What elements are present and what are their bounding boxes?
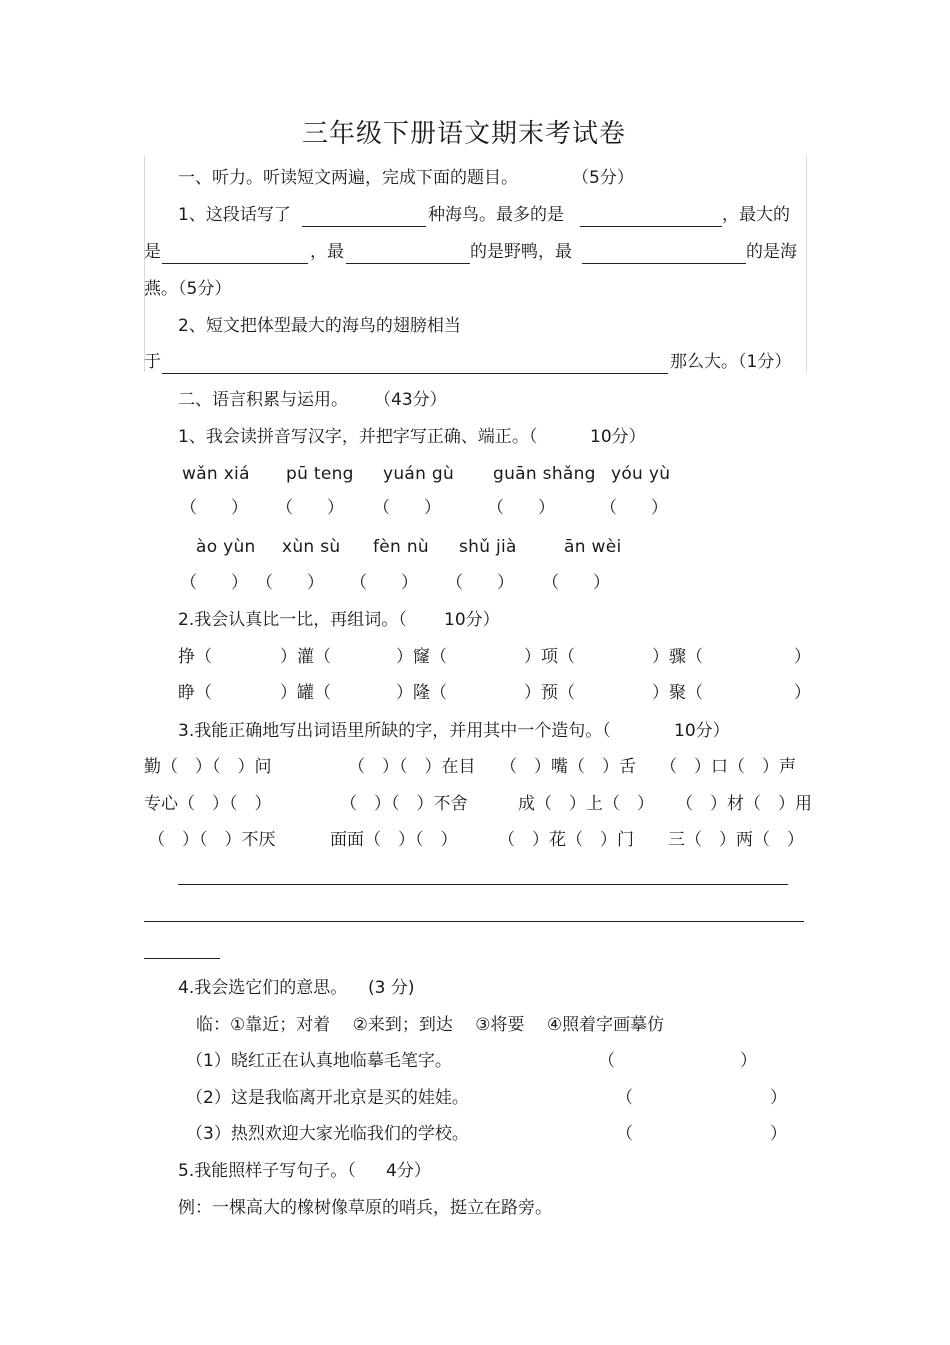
s1q1-text-2: 种海鸟。最多的是	[428, 205, 564, 225]
compare-item[interactable]: ）项（	[524, 647, 575, 667]
answer-paren-close[interactable]: ）	[740, 1051, 757, 1071]
s2q2-title: 2.我会认真比一比，再组词。（	[178, 610, 407, 630]
idiom-item[interactable]: （ ）（ ）在目	[348, 757, 476, 777]
s1q2-text-2: 于	[144, 352, 161, 372]
answer-paren[interactable]: （ ）	[446, 573, 514, 593]
meaning-item: （2）这是我临离开北京是买的娃娃。	[186, 1088, 469, 1108]
s2q5-score: 4分）	[386, 1161, 431, 1181]
answer-paren-close[interactable]: ）	[770, 1088, 787, 1108]
s2q4-title: 4.我会选它们的意思。	[178, 978, 348, 998]
answer-blank[interactable]	[346, 263, 470, 264]
compare-item[interactable]: ）预（	[524, 683, 575, 703]
pinyin-item: guān shǎng	[493, 464, 596, 484]
answer-paren[interactable]: （ ）	[373, 498, 441, 518]
s2q4-score: (3 分)	[368, 978, 415, 998]
compare-item[interactable]: ）聚（	[652, 683, 703, 703]
answer-paren[interactable]: （ ）	[276, 498, 344, 518]
s2q2-score: 10分）	[444, 610, 500, 630]
answer-paren[interactable]: （ ）	[350, 573, 418, 593]
pinyin-item: pū teng	[286, 464, 354, 484]
answer-blank[interactable]	[580, 226, 722, 227]
pinyin-item: wǎn xiá	[182, 464, 250, 484]
idiom-item[interactable]: （ ）口（ ）声	[660, 757, 796, 777]
idiom-item[interactable]: （ ）（ ）不舍	[340, 794, 468, 814]
idiom-item[interactable]: 成（ ）上（ ）	[518, 794, 654, 814]
answer-paren[interactable]: （ ）	[542, 573, 610, 593]
idiom-item[interactable]: 面面（ ）（ ）	[330, 830, 458, 850]
answer-paren[interactable]: （ ）	[180, 498, 248, 518]
s2q3-score: 10分）	[674, 721, 730, 741]
section2-heading: 二、语言积累与运用。	[178, 390, 348, 410]
page-title: 三年级下册语文期末考试卷	[302, 119, 627, 149]
pinyin-item: ào yùn	[196, 537, 256, 557]
s1q1-text-8: 燕。（5分）	[144, 279, 232, 299]
section2-score: （43分）	[374, 390, 447, 410]
s2q1-score: 10分）	[590, 427, 646, 447]
section1-heading: 一、听力。听读短文两遍，完成下面的题目。	[178, 168, 518, 188]
idiom-item[interactable]: （ ）嘴（ ）舌	[500, 757, 636, 777]
answer-paren[interactable]: （ ）	[600, 498, 668, 518]
s2q5-title: 5.我能照样子写句子。（	[178, 1161, 356, 1181]
sentence-line[interactable]	[178, 884, 788, 885]
pinyin-item: yóu yù	[611, 464, 671, 484]
meaning-item: （1）晓红正在认真地临摹毛笔字。	[186, 1051, 452, 1071]
pinyin-item: fèn nù	[373, 537, 429, 557]
compare-item[interactable]: 睁（	[178, 683, 212, 703]
idiom-item[interactable]: 三（ ）两（ ）	[668, 830, 804, 850]
s2q3-title: 3.我能正确地写出词语里所缺的字，并用其中一个造句。（	[178, 721, 611, 741]
compare-item[interactable]: 挣（	[178, 647, 212, 667]
answer-paren-open[interactable]: （	[598, 1051, 615, 1071]
compare-item[interactable]: ）	[794, 683, 811, 703]
idiom-item[interactable]: （ ）（ ）不厌	[148, 830, 276, 850]
section1-score: （5分）	[572, 168, 634, 188]
compare-item[interactable]: ）灌（	[280, 647, 331, 667]
s2q5-example: 例：一棵高大的橡树像草原的哨兵，挺立在路旁。	[178, 1198, 552, 1218]
s1q2-text-3: 那么大。（1分）	[670, 352, 792, 372]
s1q1-text-3: ，最大的	[722, 205, 790, 225]
answer-paren[interactable]: （ ）	[256, 573, 324, 593]
meaning-item: （3）热烈欢迎大家光临我们的学校。	[186, 1124, 469, 1144]
s1q1-text-7: 的是海	[746, 242, 797, 262]
compare-item[interactable]: ）窿（	[396, 647, 447, 667]
answer-blank[interactable]	[302, 226, 426, 227]
margin-line-right	[806, 156, 807, 372]
answer-blank[interactable]	[582, 263, 746, 264]
answer-paren[interactable]: （ ）	[487, 498, 555, 518]
answer-paren-close[interactable]: ）	[770, 1124, 787, 1144]
sentence-line[interactable]	[144, 921, 804, 922]
compare-item[interactable]: ）罐（	[280, 683, 331, 703]
answer-paren-open[interactable]: （	[616, 1088, 633, 1108]
sentence-line[interactable]	[144, 958, 220, 959]
answer-paren[interactable]: （ ）	[180, 573, 248, 593]
s2q4-options: 临：①靠近；对着 ②来到；到达 ③将要 ④照着字画摹仿	[196, 1015, 665, 1035]
s1q1-text-6: 的是野鸭，最	[470, 242, 572, 262]
idiom-item[interactable]: （ ）花（ ）门	[498, 830, 634, 850]
answer-paren-open[interactable]: （	[616, 1124, 633, 1144]
idiom-item[interactable]: 专心（ ）（ ）	[144, 794, 272, 814]
idiom-item[interactable]: （ ）材（ ）用	[676, 794, 812, 814]
s2q1-title: 1、我会读拼音写汉字，并把字写正确、端正。（	[178, 427, 538, 447]
s1q1-text-4: 是	[144, 242, 161, 262]
compare-item[interactable]: ）骤（	[652, 647, 703, 667]
s1q2-text-1: 2、短文把体型最大的海鸟的翅膀相当	[178, 316, 461, 336]
pinyin-item: yuán gù	[383, 464, 455, 484]
pinyin-item: xùn sù	[282, 537, 341, 557]
compare-item[interactable]: ）	[794, 647, 811, 667]
compare-item[interactable]: ）隆（	[396, 683, 447, 703]
pinyin-item: ān wèi	[564, 537, 622, 557]
answer-blank-long[interactable]	[162, 373, 668, 374]
pinyin-item: shǔ jià	[459, 537, 517, 557]
answer-blank[interactable]	[162, 263, 308, 264]
idiom-item[interactable]: 勤（ ）（ ）问	[144, 757, 272, 777]
s1q1-text-1: 1、这段话写了	[178, 205, 291, 225]
s1q1-text-5: ，最	[310, 242, 344, 262]
margin-line-left	[144, 156, 145, 372]
